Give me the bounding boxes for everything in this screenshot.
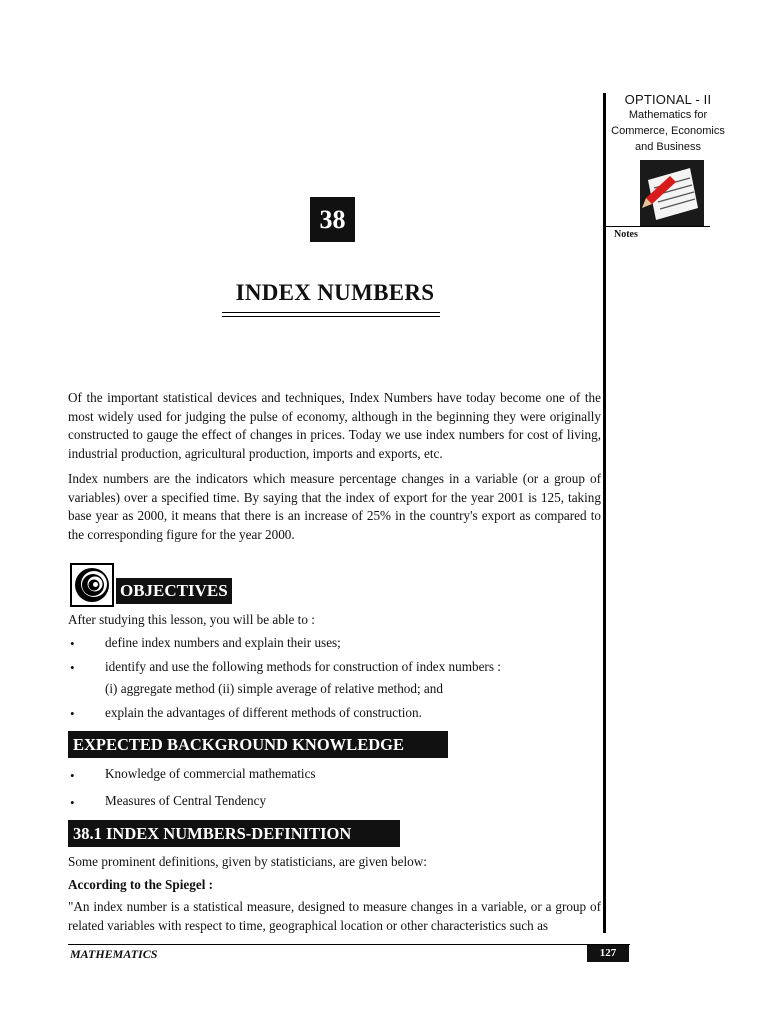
bullet: • (70, 660, 75, 675)
objectives-lead: After studying this lesson, you will be able to : (68, 612, 315, 627)
bullet: • (70, 768, 75, 783)
optional-label: OPTIONAL - II (624, 92, 712, 107)
list-item: define index numbers and explain their uses; (105, 635, 341, 650)
list-item: Knowledge of commercial mathematics (105, 766, 316, 781)
list-item-subline: (i) aggregate method (ii) simple average of relative method; and (105, 681, 443, 696)
subject-line: Commerce, Economics (611, 125, 725, 137)
pencil-notepad-icon (640, 160, 704, 226)
bullet: • (70, 636, 75, 651)
intro-paragraph: Of the important statistical devices and techniques, Index Numbers have today become one of the most widely used for judging the pulse of economy, although in the beginning they were originally constructed to gauge the effect of changes in prices. Today we use index numbers for cost of living, industrial production, agricultural production, imports and exports, etc. (68, 390, 601, 461)
subject-line: Mathematics for (628, 109, 708, 121)
footer-subject: MATHEMATICS (70, 947, 158, 961)
notes-label: Notes (614, 229, 638, 240)
title-underline (222, 316, 440, 317)
background-heading: EXPECTED BACKGROUND KNOWLEDGE (68, 731, 448, 758)
bullet: • (70, 706, 75, 721)
target-spiral-icon (70, 563, 114, 607)
section-lead: Some prominent definitions, given by statisticians, are given below: (68, 854, 427, 869)
page-number: 127 (587, 945, 629, 962)
section-subhead: According to the Spiegel : (68, 877, 214, 892)
list-item: identify and use the following methods for construction of index numbers : (105, 659, 501, 674)
margin-divider (603, 93, 606, 933)
chapter-title: INDEX NUMBERS (235, 280, 435, 305)
subject-line: and Business (634, 141, 702, 153)
list-item: explain the advantages of different methods of construction. (105, 705, 422, 720)
footer-rule (68, 944, 630, 945)
sidebar-header (608, 92, 728, 155)
section-heading: 38.1 INDEX NUMBERS-DEFINITION (68, 820, 400, 847)
objectives-heading: OBJECTIVES (116, 578, 232, 604)
list-item: Measures of Central Tendency (105, 793, 267, 808)
chapter-number: 38 (310, 197, 355, 242)
bullet: • (70, 795, 75, 810)
sidebar-rule (606, 226, 710, 227)
title-underline (222, 312, 440, 313)
intro-paragraph: Index numbers are the indicators which measure percentage changes in a variable (or a group of variables) over a specified time. By saying that the index of export for the year 2001 is 125, taking base year as 2000, it means that there is an increase of 25% in the country's export as compared to the corresponding figure for the year 2000. (68, 471, 601, 542)
definition-quote: "An index number is a statistical measure, designed to measure changes in a variable, or a group of related variables with respect to time, geographical location or other characteristics such as (68, 899, 601, 933)
